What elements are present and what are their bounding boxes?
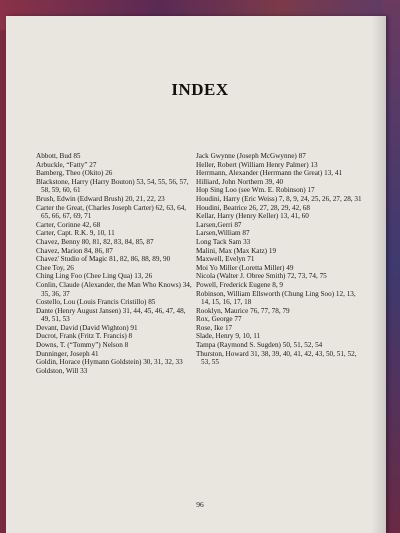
index-entry: Jack Gwynne (Joseph McGwynne) 87 xyxy=(196,152,306,160)
index-entry: Powell, Frederick Eugene 8, 9 xyxy=(196,280,284,289)
index-entry: Rooklyn, Maurice 76, 77, 78, 79 xyxy=(196,306,290,315)
index-entry: Chavez, Benny 80, 81, 82, 83, 84, 85, 87 xyxy=(36,237,154,246)
index-entry: Slade, Henry 9, 10, 11 xyxy=(196,332,261,341)
index-entry: Devant, David (David Wighton) 91 xyxy=(36,323,138,332)
index-entry: Goldston, Will 33 xyxy=(36,366,88,375)
index-entry: Ducrot, Frank (Fritz T. Francis) 8 xyxy=(36,332,133,341)
index-entry: Chee Toy, 26 xyxy=(36,263,74,272)
index-entry: Thurston, Howard 31, 38, 39, 40, 41, 42, 43, 50, 51, 52, 53, 55 xyxy=(196,349,357,367)
index-entry: Hop Sing Loo (see Wm. E. Robinson) 17 xyxy=(196,186,315,195)
index-entry: Houdini, Harry (Eric Weiss) 7, 8, 9, 24, 25, 26, 27, 28, 31 xyxy=(196,194,362,203)
index-entry: Houdini, Beatrice 26, 27, 28, 29, 42, 68 xyxy=(196,203,310,212)
index-entry: Malini, Max (Max Katz) 19 xyxy=(196,246,277,255)
index-entry: Heller, Robert (William Henry Palmer) 13 xyxy=(196,160,318,169)
index-entry: Costello, Lou (Louis Francis Cristillo) 85 xyxy=(36,298,156,307)
index-entry: Goldin, Horace (Hymann Goldstein) 30, 31, 32, 33 xyxy=(36,358,183,367)
index-entry: Rose, Ike 17 xyxy=(196,323,233,332)
index-entry: Hilliard, John Northern 39, 40 xyxy=(196,177,284,186)
index-entry: Carter the Great, (Charles Joseph Carter) 62, 63, 64, 65, 66, 67, 69, 71 xyxy=(36,203,187,221)
index-entry: Abbott, Bud 85 xyxy=(36,152,81,160)
index-entry: Carter, Capt. R.K. 9, 10, 11 xyxy=(36,229,115,238)
index-entry: Maxwell, Evelyn 71 xyxy=(196,255,255,264)
index-entry: Arbuckle, “Fatty” 27 xyxy=(36,160,97,169)
index-entry: Long Tack Sam 33 xyxy=(196,237,251,246)
index-entry: Tampa (Raymond S. Sugden) 50, 51, 52, 54 xyxy=(196,341,323,350)
index-column-left xyxy=(36,152,196,375)
index-entry: Dante (Henry August Jansen) 31, 44, 45, 46, 47, 48, 49, 51, 53 xyxy=(36,306,186,324)
index-entry: Chavez' Studio of Magic 81, 82, 86, 88, 89, 90 xyxy=(36,255,171,264)
index-entry: Downs, T. (“Tommy”) Nelson 8 xyxy=(36,341,129,350)
index-entry: Carter, Corinne 42, 68 xyxy=(36,220,101,229)
index-entry: Ching Ling Foo (Chee Ling Qua) 13, 26 xyxy=(36,272,153,281)
index-entry: Moi Yo Miller (Loretta Miller) 49 xyxy=(196,263,294,272)
index-entry: Larsen,William 87 xyxy=(196,229,250,238)
index-entry: Rox, George 77 xyxy=(196,315,242,324)
page-number: 96 xyxy=(196,500,204,509)
index-entry: Blackstone, Harry (Harry Bouton) 53, 54, 55, 56, 57, 58, 59, 60, 61 xyxy=(36,177,189,195)
index-entry: Kellar, Harry (Henry Keller) 13, 41, 60 xyxy=(196,212,309,221)
index-entry: Herrmann, Alexander (Herrmann the Great) 13, 41 xyxy=(196,169,343,178)
index-entry: Conlin, Claude (Alexander, the Man Who Knows) 34, 35, 36, 37 xyxy=(36,280,192,298)
book-page xyxy=(6,16,386,533)
index-entry: Larsen,Gerri 87 xyxy=(196,220,242,229)
index-entry: Robinson, William Ellsworth (Chung Ling Soo) 12, 13, 14, 15, 16, 17, 18 xyxy=(196,289,356,307)
index-entry: Chavez, Marion 84, 86, 87 xyxy=(36,246,113,255)
index-entry: Brush, Edwin (Edward Brush) 20, 21, 22, 23 xyxy=(36,194,165,203)
index-entry: Nicola (Walter J. Obree Smith) 72, 73, 74, 75 xyxy=(196,272,327,281)
index-entry: Dunninger, Joseph 41 xyxy=(36,349,99,358)
page-title: INDEX xyxy=(171,80,229,99)
index-column-right xyxy=(196,152,366,367)
index-entry: Bamberg, Theo (Okito) 26 xyxy=(36,169,113,178)
